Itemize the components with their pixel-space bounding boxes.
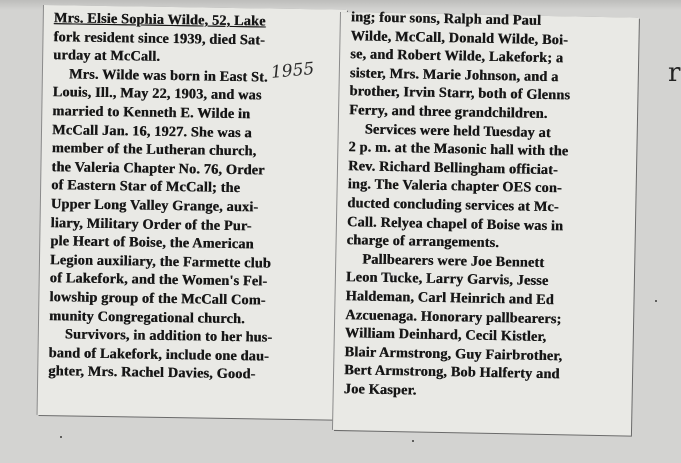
text-line: se, and Robert Wilde, Lakefork; a	[350, 46, 564, 67]
text-line: 2 p. m. at the Masonic hall with the	[348, 139, 569, 160]
text-line: liary, Military Order of the Pur-	[50, 214, 252, 234]
clipping-left-column	[38, 5, 347, 420]
text-line: Louis, Ill., May 22, 1903, and was	[52, 84, 262, 104]
text-line: Services were held Tuesday at	[364, 121, 551, 141]
text-line: munity Congregational church.	[48, 307, 245, 327]
text-line: Wilde, McCall, Donald Wilde, Boi-	[350, 27, 569, 48]
scan-speck	[655, 300, 657, 302]
text-line: Ferry, and three grandchildren.	[348, 102, 548, 122]
text-line: married to Kenneth E. Wilde in	[52, 103, 251, 123]
text-line: Pallbearers were Joe Bennett	[362, 251, 545, 271]
text-line: brother, Irvin Starr, both of Glenns	[349, 83, 571, 104]
text-line: sister, Mrs. Marie Johnson, and a	[349, 64, 559, 85]
text-line: ghter, Mrs. Rachel Davies, Good-	[48, 363, 256, 383]
text-line: ing; four sons, Ralph and Paul	[350, 9, 542, 29]
text-line: Blair Armstrong, Guy Fairbrother,	[344, 343, 563, 364]
text-line: Azcuenaga. Honorary pallbearers;	[345, 306, 562, 327]
scan-speck	[412, 440, 414, 442]
text-line: ducted concluding services at Mc-	[347, 195, 559, 216]
text-line: Rev. Richard Bellingham officiat-	[347, 157, 559, 178]
text-line: urday at McCall.	[53, 47, 161, 66]
text-line: Mrs. Wilde was born in East St.	[68, 66, 268, 86]
handwritten-year: 1955	[270, 59, 316, 83]
text-line: McCall Jan. 16, 1927. She was a	[51, 121, 252, 141]
edge-mark: r	[668, 58, 681, 88]
text-line: Mrs. Elsie Sophia Wilde, 52, Lake	[53, 10, 266, 30]
text-line: Upper Long Valley Grange, auxi-	[50, 196, 259, 216]
text-line: Joe Kasper.	[343, 380, 417, 399]
scan-speck	[60, 436, 62, 438]
text-line: of Lakefork, and the Women's Fel-	[49, 270, 268, 290]
text-line: Survivors, in addition to her hus-	[64, 326, 273, 346]
text-line: Haldeman, Carl Heinrich and Ed	[345, 288, 554, 309]
text-line: the Valeria Chapter No. 76, Order	[51, 158, 265, 179]
text-line: band of Lakefork, include one dau-	[48, 344, 270, 365]
text-line: William Deinhard, Cecil Kistler,	[344, 325, 547, 346]
text-line: Legion auxiliary, the Farmette club	[49, 251, 271, 272]
text-line: member of the Lutheran church,	[51, 140, 257, 160]
text-line: lowship group of the McCall Com-	[49, 289, 266, 309]
text-line: charge of arrangements.	[346, 232, 500, 252]
text-line: ple Heart of Boise, the American	[50, 233, 254, 253]
text-line: Call. Relyea chapel of Boise was in	[346, 213, 564, 234]
text-line: Leon Tucke, Larry Garvis, Jesse	[345, 269, 549, 290]
text-line: Bert Armstrong, Bob Halferty and	[343, 362, 560, 383]
obituary-text-right	[344, 8, 633, 404]
text-line: ing. The Valeria chapter OES con-	[347, 176, 562, 197]
clipping-right-column	[333, 9, 639, 436]
text-line: fork resident since 1939, died Sat-	[53, 28, 266, 49]
text-line: of Eastern Star of McCall; the	[51, 177, 241, 197]
